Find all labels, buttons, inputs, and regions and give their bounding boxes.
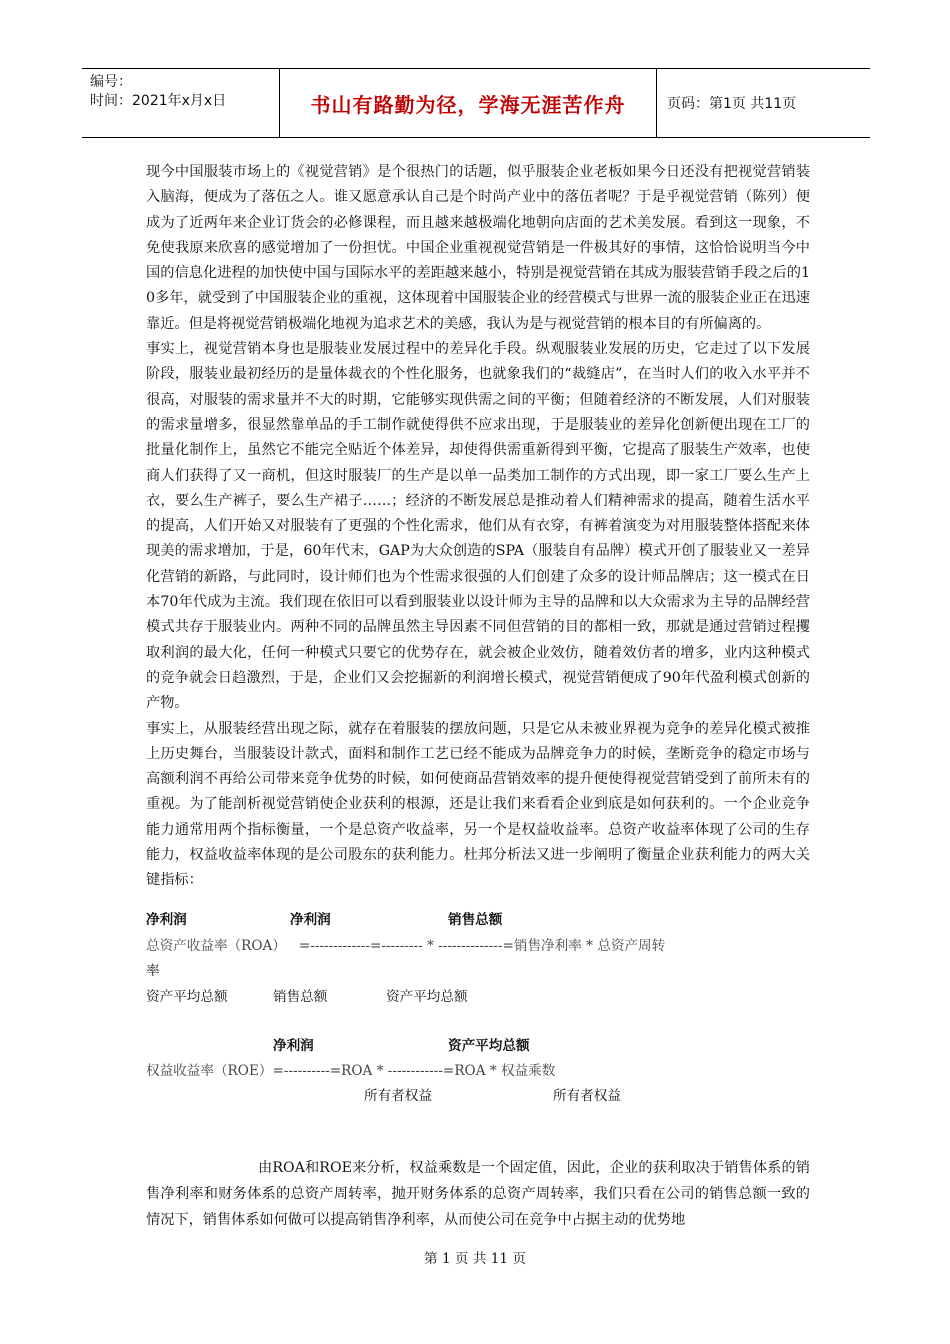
- roa-denominator-1: 资产平均总额: [146, 989, 228, 1005]
- tail-paragraph: 由ROA和ROE来分析，权益乘数是一个固定值，因此，企业的获利取决于销售体系的销售净利率和财务体系的总资产周转率，抛开财务体系的总资产周转率，我们只看在公司的销售总额一致的情况下，销售体系如何做可以提高销售净利率，从而使公司在竞争中占据主动的优势地: [146, 1160, 810, 1228]
- number-label: 编号：: [90, 74, 132, 90]
- roe-numerator-1: 净利润: [273, 1038, 314, 1054]
- roe-numerator-2: 资产平均总额: [448, 1038, 530, 1054]
- roa-numerator-1: 净利润: [146, 912, 187, 928]
- page-header: [82, 68, 870, 138]
- roa-formula-line: 总资产收益率（ROA） =-------------=--------- * --------------=销售净利率 * 总资产周转: [146, 938, 666, 954]
- paragraph-2: 事实上，视觉营销本身也是服装业发展过程中的差异化手段。纵观服装业发展的历史，它走过了以下发展阶段，服装业最初经历的是量体裁衣的个性化服务，也就象我们的“裁缝店”，在当时人们的收入水平并不很高，对服装的需求量并不大的时期，它能够实现供需之间的平衡；但随着经济的不断发展，人们对服装的需求量增多，很显然靠单品的手工制作就使得供不应求出现，于是服装业的差异化创新便出现在工厂的批量化制作上，虽然它不能完全贴近个体差异，却使得供需重新得到平衡，它提高了服装生产效率，也使商人们获得了又一商机，但这时服装厂的生产是以单一品类加工制作的方式出现，即一家工厂要么生产上衣，要么生产裤子，要么生产裙子……；经济的不断发展总是推动着人们精神需求的提高，随着生活水平的提高，人们开始又对服装有了更强的个性化需求，他们从有衣穿，有裤着演变为对用服装整体搭配来体现美的需求增加，于是，60年代末，GAP为大众创造的SPA（服装自有品牌）模式开创了服装业又一差异化营销的新路，与此同时，设计师们也为个性需求很强的人们创建了众多的设计师品牌店；这一模式在日本70年代成为主流。我们现在依旧可以看到服装业以设计师为主导的品牌和以大众需求为主导的品牌经营模式共存于服装业内。两种不同的品牌虽然主导因素不同但营销的目的都相一致，那就是通过营销过程攫取利润的最大化，任何一种模式只要它的优势存在，就会被企业效仿，随着效仿者的增多，业内这种模式的竞争就会日趋激烈，于是，企业们又会挖掘新的利润增长模式，视觉营销便成了90年代盈利模式创新的产物。: [146, 341, 810, 712]
- paragraph-1: 现今中国服装市场上的《视觉营销》是个很热门的话题，似乎服装企业老板如果今日还没有把视觉营销装入脑海，便成为了落伍之人。谁又愿意承认自己是个时尚产业中的落伍者呢？于是乎视觉营销（陈列）便成为了近两年来企业订货会的必修课程，而且越来越极端化地朝向店面的艺术美发展。看到这一现象，不免使我原来欣喜的感觉增加了一份担忧。中国企业重视视觉营销是一件极其好的事情，这恰恰说明当今中国的信息化进程的加快使中国与国际水平的差距越来越小，特别是视觉营销在其成为服装营销手段之后的10多年，就受到了中国服装企业的重视，这体现着中国服装企业的经营模式与世界一流的服装企业正在迅速靠近。但是将视觉营销极端化地视为追求艺术的美感，我认为是与视觉营销的根本目的有所偏离的。: [146, 164, 810, 332]
- header-motto: 书山有路勤为径，学海无涯苦作舟: [280, 69, 657, 137]
- roa-numerator-3: 销售总额: [448, 912, 503, 928]
- header-page-label: 页码：第1页 共11页: [667, 96, 797, 112]
- roa-denominator-2: 销售总额: [273, 989, 328, 1005]
- roe-denominator-1: 所有者权益: [364, 1088, 432, 1104]
- roa-formula-wrap: 率: [146, 963, 160, 979]
- body-text: [146, 160, 810, 894]
- roa-denominator-3: 资产平均总额: [386, 989, 468, 1005]
- roe-formula-line: 权益收益率（ROE）=----------=ROA * ------------=ROA * 权益乘数: [146, 1063, 556, 1079]
- header-meta: [82, 69, 280, 137]
- paragraph-3: 事实上，从服装经营出现之际，就存在着服装的摆放问题，只是它从未被业界视为竞争的差异化模式被推上历史舞台，当服装设计款式，面料和制作工艺已经不能成为品牌竞争力的时候，垄断竞争的稳定市场与高额利润不再给公司带来竞争优势的时候，如何使商品营销效率的提升便使得视觉营销受到了前所未有的重视。为了能剖析视觉营销使企业获利的根源，还是让我们来看看企业到底是如何获利的。一个企业竞争能力通常用两个指标衡量，一个是总资产收益率，另一个是权益收益率。总资产收益率体现了公司的生存能力，权益收益率体现的是公司股东的获利能力。杜邦分析法又进一步阐明了衡量企业获利能力的两大关键指标：: [146, 720, 810, 889]
- page-footer: 第 1 页 共 11 页: [424, 1251, 526, 1267]
- roe-denominator-2: 所有者权益: [553, 1088, 621, 1104]
- tail-section: [146, 1155, 810, 1233]
- roa-numerator-2: 净利润: [290, 912, 331, 928]
- time-label: 时间：2021年x月x日: [90, 93, 227, 109]
